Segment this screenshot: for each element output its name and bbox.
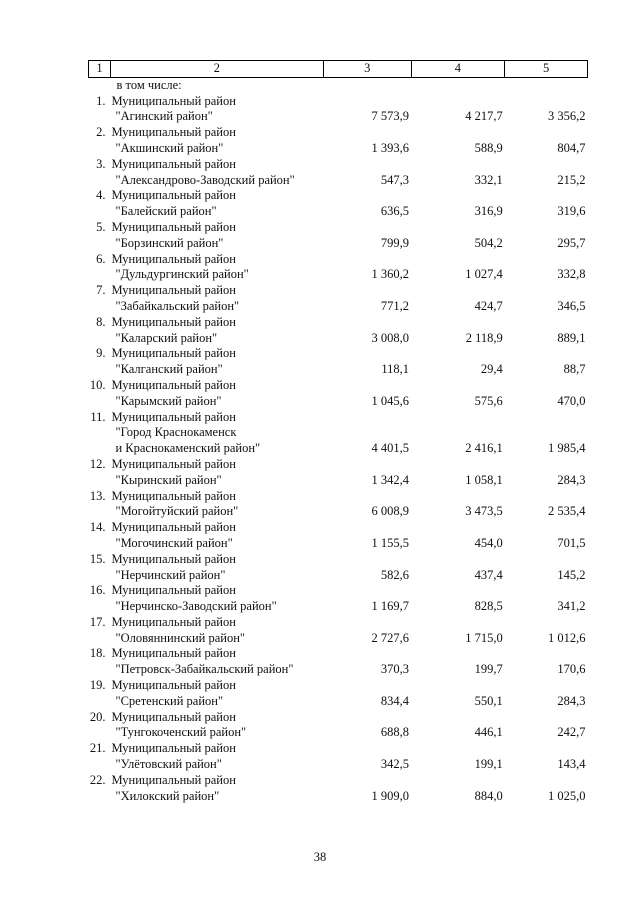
value-col-3: 1 360,2	[371, 267, 410, 282]
district-name-line: "Александрово-Заводский район"	[115, 172, 295, 187]
district-name	[110, 378, 323, 410]
value-col-4: 828,5	[474, 599, 503, 614]
table-row	[89, 94, 588, 126]
district-name-line: "Тунгокоченский район"	[115, 725, 247, 740]
district-name	[110, 520, 323, 552]
district-name	[110, 157, 323, 189]
value-col-3: 771,2	[380, 298, 410, 313]
value-col-5: 889,1	[557, 330, 586, 345]
district-name-line: Муниципальный район	[111, 520, 236, 535]
district-name	[110, 710, 323, 742]
row-number: 8.	[96, 314, 106, 329]
row-number: 21.	[89, 741, 106, 756]
value-col-4: 1 058,1	[465, 472, 503, 487]
district-name-line: Муниципальный район	[111, 346, 236, 361]
district-name	[110, 615, 323, 647]
value-col-5: 346,5	[557, 298, 586, 313]
table-row	[89, 583, 588, 615]
row-number: 5.	[96, 219, 106, 234]
table-row	[89, 615, 588, 647]
district-name-line: Муниципальный район	[111, 488, 236, 503]
table-body	[89, 77, 588, 804]
value-col-4: 316,9	[474, 204, 503, 219]
table-row	[89, 283, 588, 315]
row-number: 3.	[96, 156, 106, 171]
district-name	[110, 220, 323, 252]
district-name-line: Муниципальный район	[111, 377, 236, 392]
table-row	[89, 346, 588, 378]
value-col-3: 1 169,7	[371, 599, 410, 614]
district-name-line: Муниципальный район	[111, 646, 236, 661]
value-col-3: 834,4	[380, 693, 410, 708]
value-col-4: 2 416,1	[465, 441, 503, 456]
value-col-3: 342,5	[380, 757, 410, 772]
district-name-line: "Хилокский район"	[115, 788, 220, 803]
district-name	[110, 583, 323, 615]
value-col-3: 3 008,0	[371, 330, 410, 345]
value-col-5: 242,7	[557, 725, 586, 740]
district-name-line: Муниципальный район	[111, 614, 236, 629]
district-name-line: "Борзинский район"	[115, 235, 224, 250]
table-row	[89, 678, 588, 710]
district-name-line: "Сретенский район"	[115, 693, 224, 708]
value-col-4: 550,1	[474, 693, 503, 708]
row-number: 9.	[96, 346, 106, 361]
row-number: 13.	[89, 488, 106, 503]
table-row	[89, 125, 588, 157]
value-col-4: 3 473,5	[465, 504, 503, 519]
district-name-line: Муниципальный район	[111, 678, 236, 693]
value-col-3: 1 155,5	[371, 535, 410, 550]
value-col-4: 446,1	[474, 725, 503, 740]
header-cell-3: 3	[323, 61, 411, 78]
district-name-line: "Каларский район"	[115, 330, 218, 345]
district-name	[110, 773, 323, 805]
table-row	[89, 157, 588, 189]
district-name-line: "Агинский район"	[115, 109, 213, 124]
district-name	[110, 94, 323, 126]
value-col-4: 424,7	[474, 298, 503, 313]
district-name-line: "Забайкальский район"	[115, 298, 240, 313]
district-name-line: Муниципальный район	[111, 409, 236, 424]
value-col-5: 143,4	[557, 757, 586, 772]
table-row	[89, 489, 588, 521]
row-number: 7.	[96, 283, 106, 298]
value-col-5: 1 985,4	[548, 441, 586, 456]
value-col-4: 332,1	[474, 172, 503, 187]
value-col-5: 701,5	[557, 535, 586, 550]
district-name-line: Муниципальный район	[111, 283, 236, 298]
district-name-line: Муниципальный район	[111, 251, 236, 266]
district-name	[110, 188, 323, 220]
district-name-line: Муниципальный район	[111, 156, 236, 171]
district-name-line: "Акшинский район"	[115, 140, 224, 155]
district-name	[110, 646, 323, 678]
value-col-5: 284,3	[557, 472, 586, 487]
district-name	[110, 457, 323, 489]
district-name	[110, 346, 323, 378]
district-name-line: Муниципальный район	[111, 314, 236, 329]
district-name-line: "Нерчинский район"	[115, 567, 226, 582]
district-name-line: "Могойтуйский район"	[115, 504, 239, 519]
value-col-5: 341,2	[557, 599, 586, 614]
row-number: 18.	[89, 646, 106, 661]
row-number: 10.	[89, 377, 106, 392]
value-col-3: 1 393,6	[371, 140, 410, 155]
value-col-3: 118,1	[381, 362, 410, 377]
table-row	[89, 520, 588, 552]
table-row	[89, 220, 588, 252]
value-col-3: 582,6	[380, 567, 410, 582]
value-col-5: 1 025,0	[548, 788, 586, 803]
district-name-line: "Улётовский район"	[115, 757, 222, 772]
table-row	[89, 741, 588, 773]
value-col-5: 332,8	[557, 267, 586, 282]
row-number: 1.	[96, 93, 106, 108]
value-col-3: 688,8	[380, 725, 410, 740]
table-row	[89, 457, 588, 489]
district-name-line: Муниципальный район	[111, 125, 236, 140]
table-header-row	[89, 61, 588, 78]
value-col-3: 636,5	[380, 204, 410, 219]
value-col-3: 4 401,5	[371, 441, 410, 456]
value-col-4: 454,0	[474, 535, 503, 550]
value-col-5: 295,7	[557, 235, 586, 250]
district-name-line: "Нерчинско-Заводский район"	[115, 599, 277, 614]
district-name-line: Муниципальный район	[111, 188, 236, 203]
row-number: 4.	[96, 188, 106, 203]
value-col-4: 1 715,0	[465, 630, 503, 645]
value-col-4: 1 027,4	[465, 267, 503, 282]
value-col-4: 504,2	[474, 235, 503, 250]
header-cell-2: 2	[110, 61, 323, 78]
district-name-line: Муниципальный район	[111, 583, 236, 598]
value-col-5: 319,6	[557, 204, 586, 219]
page-number: 38	[313, 850, 327, 864]
district-name-line: Муниципальный район	[111, 456, 236, 471]
value-col-4: 199,7	[474, 662, 503, 677]
district-name-line: Муниципальный район	[111, 219, 236, 234]
value-col-5: 284,3	[557, 693, 586, 708]
table-row	[89, 315, 588, 347]
table-row	[89, 710, 588, 742]
value-col-3: 799,9	[380, 235, 410, 250]
row-number: 12.	[89, 456, 106, 471]
value-col-3: 1 045,6	[371, 393, 410, 408]
value-col-5: 2 535,4	[548, 504, 586, 519]
row-number: 2.	[96, 125, 106, 140]
district-name-line: "Калганский район"	[115, 362, 223, 377]
header-cell-5: 5	[505, 61, 588, 78]
value-col-3: 370,3	[380, 662, 410, 677]
row-number: 17.	[89, 614, 106, 629]
district-name	[110, 410, 323, 457]
district-name-line: "Могочинский район"	[115, 535, 233, 550]
district-name-line: "Балейский район"	[115, 204, 217, 219]
district-name	[110, 125, 323, 157]
header-cell-1: 1	[89, 61, 111, 78]
value-col-4: 29,4	[480, 362, 503, 377]
district-name-line: Муниципальный район	[111, 551, 236, 566]
district-name-line: "Оловяннинский район"	[115, 630, 246, 645]
district-name-line: и Краснокаменский район"	[115, 441, 261, 456]
district-name-line: "Дульдургинский район"	[115, 267, 249, 282]
district-name-line: "Петровск-Забайкальский район"	[115, 662, 294, 677]
table-row	[89, 252, 588, 284]
district-name-line: "Город Краснокаменск	[115, 425, 237, 440]
value-col-3: 2 727,6	[371, 630, 410, 645]
row-number: 14.	[89, 520, 106, 535]
table-row	[89, 410, 588, 457]
value-col-4: 199,1	[474, 757, 503, 772]
value-col-5: 804,7	[557, 140, 586, 155]
header-cell-4: 4	[411, 61, 505, 78]
district-name	[110, 315, 323, 347]
district-name-line: "Карымский район"	[115, 393, 222, 408]
intro-text: в том числе:	[116, 77, 182, 92]
district-name	[110, 283, 323, 315]
row-number: 6.	[96, 251, 106, 266]
value-col-4: 437,4	[474, 567, 503, 582]
row-number: 20.	[89, 709, 106, 724]
budget-table	[88, 60, 588, 804]
value-col-3: 7 573,9	[371, 109, 410, 124]
table-row	[89, 378, 588, 410]
value-col-5: 215,2	[557, 172, 586, 187]
row-number: 19.	[89, 678, 106, 693]
value-col-4: 4 217,7	[465, 109, 503, 124]
value-col-4: 884,0	[474, 788, 503, 803]
value-col-5: 170,6	[557, 662, 586, 677]
district-name-line: Муниципальный район	[111, 741, 236, 756]
district-name-line: "Кыринский район"	[115, 472, 222, 487]
value-col-5: 470,0	[557, 393, 586, 408]
value-col-3: 1 909,0	[371, 788, 410, 803]
value-col-4: 588,9	[474, 140, 503, 155]
value-col-5: 3 356,2	[548, 109, 586, 124]
value-col-3: 1 342,4	[371, 472, 410, 487]
table-row	[89, 646, 588, 678]
value-col-4: 575,6	[474, 393, 503, 408]
row-number: 22.	[89, 772, 106, 787]
district-name	[110, 252, 323, 284]
district-name	[110, 552, 323, 584]
value-col-5: 88,7	[563, 362, 586, 377]
district-name-line: Муниципальный район	[111, 709, 236, 724]
district-name-line: Муниципальный район	[111, 93, 236, 108]
table-row	[89, 552, 588, 584]
table-row	[89, 188, 588, 220]
intro-row	[89, 77, 588, 93]
row-number: 16.	[89, 583, 106, 598]
district-name-line: Муниципальный район	[111, 772, 236, 787]
value-col-4: 2 118,9	[465, 330, 503, 345]
value-col-3: 6 008,9	[371, 504, 410, 519]
value-col-5: 1 012,6	[548, 630, 586, 645]
district-name	[110, 678, 323, 710]
district-name	[110, 741, 323, 773]
value-col-3: 547,3	[380, 172, 410, 187]
row-number: 11.	[90, 409, 106, 424]
table-row	[89, 773, 588, 805]
value-col-5: 145,2	[557, 567, 586, 582]
district-name	[110, 489, 323, 521]
row-number: 15.	[89, 551, 106, 566]
